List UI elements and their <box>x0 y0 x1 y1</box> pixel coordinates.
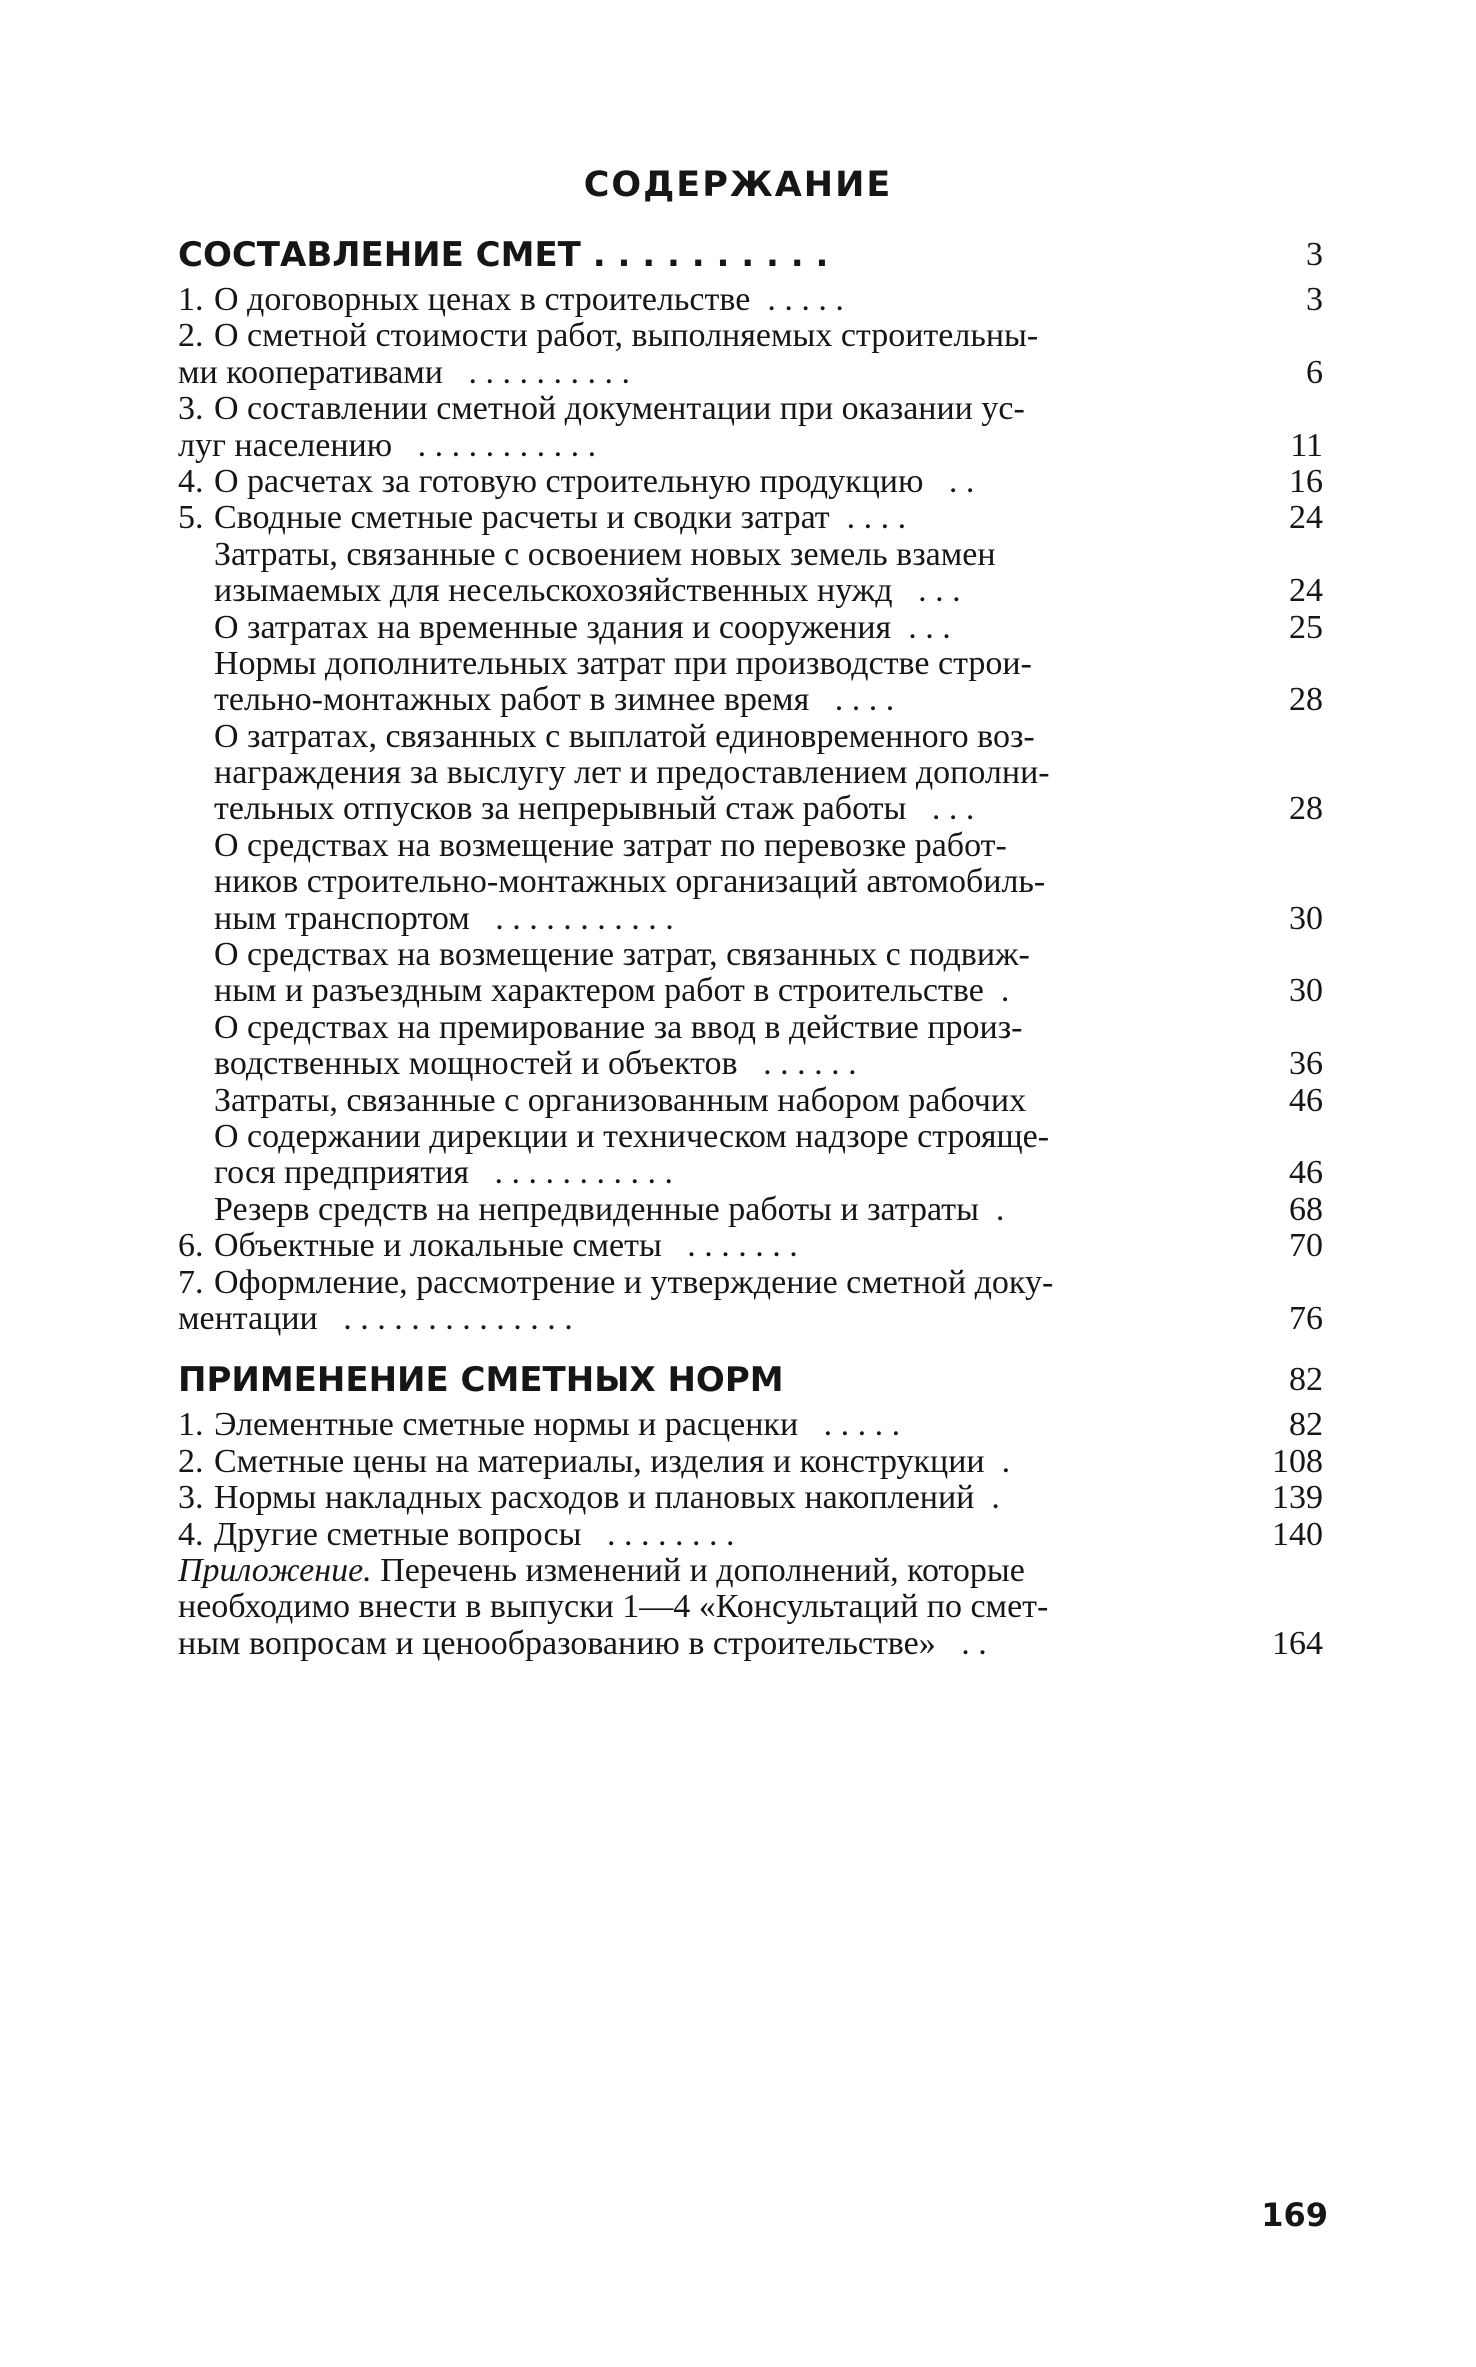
entry-text <box>178 500 1210 536</box>
page-number: 82 <box>1289 1361 1323 1399</box>
leader-dots: . <box>991 1480 1000 1517</box>
entry-text <box>178 1407 1210 1443</box>
entry-number: 1. <box>178 1407 204 1444</box>
page-number: 30 <box>1289 972 1323 1010</box>
leader-dots: . . . . . . . . . . <box>468 354 630 391</box>
entry-title: Оформление, рассмотрение и утверждение сметной доку- <box>214 1264 1054 1301</box>
entry-title: гося предприятия <box>214 1155 470 1192</box>
entry-text <box>214 573 1210 609</box>
entry-title: Затраты, связанные с освоением новых земель взамен <box>214 536 996 573</box>
leader-dots: . <box>995 1191 1005 1228</box>
page-number: 46 <box>1289 1081 1323 1119</box>
leader-dots: . . . . . . . . . . . . . . <box>343 1300 573 1337</box>
entry-text <box>178 355 1210 391</box>
table-of-contents <box>178 228 1323 1662</box>
entry-text <box>178 1517 1210 1553</box>
page-number: 139 <box>1272 1479 1323 1517</box>
leader-dots: . . . . . . . . . . . <box>417 427 597 464</box>
entry-title: изымаемых для несельскохозяйственных нужд <box>214 573 893 610</box>
leader-dots: . . . . . <box>823 1407 901 1444</box>
subentry <box>214 1083 1323 1119</box>
entry-title: луг населению <box>178 427 393 464</box>
toc-entry <box>178 500 1323 536</box>
page-number: 82 <box>1289 1406 1323 1444</box>
appendix-entry-continuation <box>178 1589 1323 1625</box>
toc-entry <box>178 464 1323 500</box>
leader-dots: . . . <box>931 791 975 828</box>
subentry <box>214 537 1323 573</box>
entry-title: О средствах на премирование за ввод в действие произ- <box>214 1009 1023 1046</box>
entry-title: Другие сметные вопросы <box>214 1516 582 1553</box>
leader-dots: . . . . . . <box>763 1046 857 1083</box>
leader-dots: . . . . <box>846 500 907 537</box>
entry-title: Сводные сметные расчеты и сводки затрат <box>214 500 830 537</box>
page-number: 24 <box>1289 499 1323 537</box>
entry-text <box>178 1301 1210 1337</box>
entry-title: Нормы дополнительных затрат при производстве строи- <box>214 645 1032 682</box>
entry-text <box>214 719 1210 755</box>
entry-text <box>178 1589 1210 1625</box>
page-number: 36 <box>1289 1045 1323 1083</box>
page-number: 3 <box>1306 236 1323 273</box>
page-number: 76 <box>1289 1299 1323 1337</box>
leader-dots: . . . <box>918 573 961 610</box>
toc-section <box>178 228 1323 282</box>
appendix-entry-continuation <box>178 1626 1323 1662</box>
entry-text <box>214 973 1210 1009</box>
entry-number: 6. <box>178 1228 204 1265</box>
page-number: 30 <box>1289 899 1323 937</box>
page-number: 70 <box>1289 1227 1323 1265</box>
subentry-continuation <box>214 791 1323 827</box>
entry-title: О средствах на возмещение затрат, связанных с подвиж- <box>214 937 1030 974</box>
entry-title: награждения за выслугу лет и предоставлением дополни- <box>214 755 1050 792</box>
leader-dots: . . . <box>908 609 951 646</box>
entry-title: О содержании дирекции и техническом надзоре строяще- <box>214 1118 1050 1155</box>
entry-title: ментации <box>178 1300 318 1337</box>
toc-entry <box>178 1517 1323 1553</box>
subentry <box>214 646 1323 682</box>
entry-title: О затратах на временные здания и сооружения <box>214 609 892 646</box>
section-gap <box>178 1337 1323 1353</box>
page-title: СОДЕРЖАНИЕ <box>583 165 893 205</box>
toc-entry <box>178 1480 1323 1516</box>
toc-entry <box>178 1444 1323 1480</box>
entry-text <box>214 755 1210 791</box>
entry-number: 3. <box>178 391 204 428</box>
section-title: СОСТАВЛЕНИЕ СМЕТ <box>178 235 581 275</box>
subentry-continuation <box>214 973 1323 1009</box>
toc-section <box>178 1353 1323 1407</box>
entry-text <box>214 1010 1210 1046</box>
subentry-continuation <box>214 573 1323 609</box>
leader-dots: . . <box>948 463 975 500</box>
folio-page-number: 169 <box>1261 2196 1328 2234</box>
toc-entry <box>178 1265 1323 1301</box>
entry-text <box>178 1265 1210 1301</box>
leader-dots: . . . . . . . <box>687 1228 798 1265</box>
entry-title: О договорных ценах в строительстве <box>214 282 751 318</box>
entry-title: Затраты, связанные с организованным набором рабочих <box>214 1082 1027 1119</box>
appendix-label: Приложение. <box>178 1552 372 1589</box>
entry-title: необходимо внести в выпуски 1—4 «Консультаций по смет- <box>178 1589 1049 1626</box>
entry-title: Сметные цены на материалы, изделия и конструкции <box>214 1443 985 1480</box>
entry-number: 2. <box>178 1443 204 1480</box>
page-number: 28 <box>1289 790 1323 828</box>
entry-text <box>214 828 1210 864</box>
toc-section-label <box>178 1353 1210 1407</box>
subentry-continuation <box>214 1046 1323 1082</box>
page-number: 24 <box>1289 572 1323 610</box>
entry-title: тельно-монтажных работ в зимнее время <box>214 682 810 719</box>
entry-title: О сметной стоимости работ, выполняемых строительны- <box>214 318 1039 355</box>
subentry <box>214 828 1323 864</box>
entry-number: 3. <box>178 1480 204 1517</box>
subentry-continuation <box>214 901 1323 937</box>
entry-text <box>214 537 1210 573</box>
leader-dots: . . . . . . . . . . . <box>494 1155 674 1192</box>
entry-text <box>178 428 1210 464</box>
subentry-continuation <box>214 1155 1323 1191</box>
leader-dots: . . . . <box>834 682 895 719</box>
entry-title: Объектные и локальные сметы <box>214 1228 662 1265</box>
leader-dots: . <box>1000 973 1010 1010</box>
entry-text <box>178 1553 1210 1589</box>
entry-number: 5. <box>178 500 204 537</box>
entry-text <box>178 464 1210 500</box>
page-number: 164 <box>1272 1624 1323 1662</box>
toc-entry <box>178 1228 1323 1264</box>
entry-number: 4. <box>178 1516 204 1553</box>
page-number: 6 <box>1306 353 1323 391</box>
entry-text <box>178 318 1210 354</box>
entry-text <box>214 682 1210 718</box>
entry-text <box>178 1626 1210 1662</box>
toc-entry-continuation <box>178 1301 1323 1337</box>
entry-title: Элементные сметные нормы и расценки <box>214 1407 799 1444</box>
entry-number: 7. <box>178 1264 204 1301</box>
leader-dots: . <box>1001 1443 1011 1480</box>
entry-text <box>214 1046 1210 1082</box>
entry-number: 4. <box>178 463 204 500</box>
page-number: 46 <box>1289 1154 1323 1192</box>
entry-title: ным и разъездным характером работ в строительстве <box>214 973 984 1010</box>
entry-title: ным вопросам и ценообразованию в строительстве» <box>178 1625 936 1662</box>
entry-text <box>214 1083 1210 1119</box>
entry-text <box>178 1228 1210 1264</box>
entry-text <box>214 610 1210 646</box>
toc-entry <box>178 1407 1323 1443</box>
entry-title: ников строительно-монтажных организаций автомобиль- <box>214 864 1046 901</box>
subentry-continuation <box>214 755 1323 791</box>
entry-text <box>214 1192 1210 1228</box>
entry-text <box>214 646 1210 682</box>
page-number: 140 <box>1272 1515 1323 1553</box>
entry-text <box>214 791 1210 827</box>
entry-title: О расчетах за готовую строительную продукцию <box>214 463 924 500</box>
toc-section-label <box>178 228 1210 282</box>
entry-number: 1. <box>178 282 204 318</box>
toc-entry <box>178 318 1323 354</box>
entry-number: 2. <box>178 318 204 355</box>
leader-dots: . . . . . . . . . . . <box>495 900 674 937</box>
entry-text <box>178 282 1210 318</box>
entry-title: О составлении сметной документации при оказании ус- <box>214 391 1025 428</box>
toc-entry <box>178 391 1323 427</box>
subentry <box>214 1192 1323 1228</box>
entry-text <box>178 1480 1210 1516</box>
section-title: ПРИМЕНЕНИЕ СМЕТНЫХ НОРМ <box>178 1360 784 1401</box>
page-number: 16 <box>1289 462 1323 500</box>
toc-entry-continuation <box>178 428 1323 464</box>
entry-title: Резерв средств на непредвиденные работы и затраты <box>214 1191 979 1228</box>
page-number: 25 <box>1289 608 1323 646</box>
entry-title: ми кооперативами <box>178 354 443 391</box>
entry-title: О средствах на возмещение затрат по перевозке работ- <box>214 827 1007 864</box>
entry-text <box>214 1155 1210 1191</box>
subentry <box>214 937 1323 973</box>
toc-entry <box>178 282 1323 318</box>
page-number: 11 <box>1290 426 1323 464</box>
entry-text <box>178 1444 1210 1480</box>
leader-dots: . . <box>961 1625 987 1662</box>
page-number: 108 <box>1272 1442 1323 1480</box>
entry-text <box>214 864 1210 900</box>
subentry <box>214 1119 1323 1155</box>
leader-dots: . . . . . <box>767 282 844 318</box>
page-number: 68 <box>1289 1190 1323 1228</box>
subentry <box>214 719 1323 755</box>
entry-title: Перечень изменений и дополнений, которые <box>380 1552 1025 1589</box>
page-number: 3 <box>1306 281 1323 318</box>
appendix-entry <box>178 1553 1323 1589</box>
leader-dots: . . . . . . . . . . <box>592 235 829 275</box>
subsection-list <box>178 537 1323 1228</box>
entry-title: О затратах, связанных с выплатой единовременного воз- <box>214 718 1035 755</box>
subentry <box>214 1010 1323 1046</box>
entry-text <box>214 937 1210 973</box>
entry-title: Нормы накладных расходов и плановых накоплений <box>214 1480 975 1517</box>
entry-text <box>178 391 1210 427</box>
entry-title: водственных мощностей и объектов <box>214 1046 738 1083</box>
subentry-continuation <box>214 682 1323 718</box>
entry-title: ным транспортом <box>214 900 470 937</box>
entry-title: тельных отпусков за непрерывный стаж работы <box>214 791 907 828</box>
toc-entry-continuation <box>178 355 1323 391</box>
subentry <box>214 610 1323 646</box>
leader-dots: . . . . . . . . <box>606 1516 735 1553</box>
page-number: 28 <box>1289 681 1323 719</box>
subentry-continuation <box>214 864 1323 900</box>
entry-text <box>214 1119 1210 1155</box>
entry-text <box>214 901 1210 937</box>
